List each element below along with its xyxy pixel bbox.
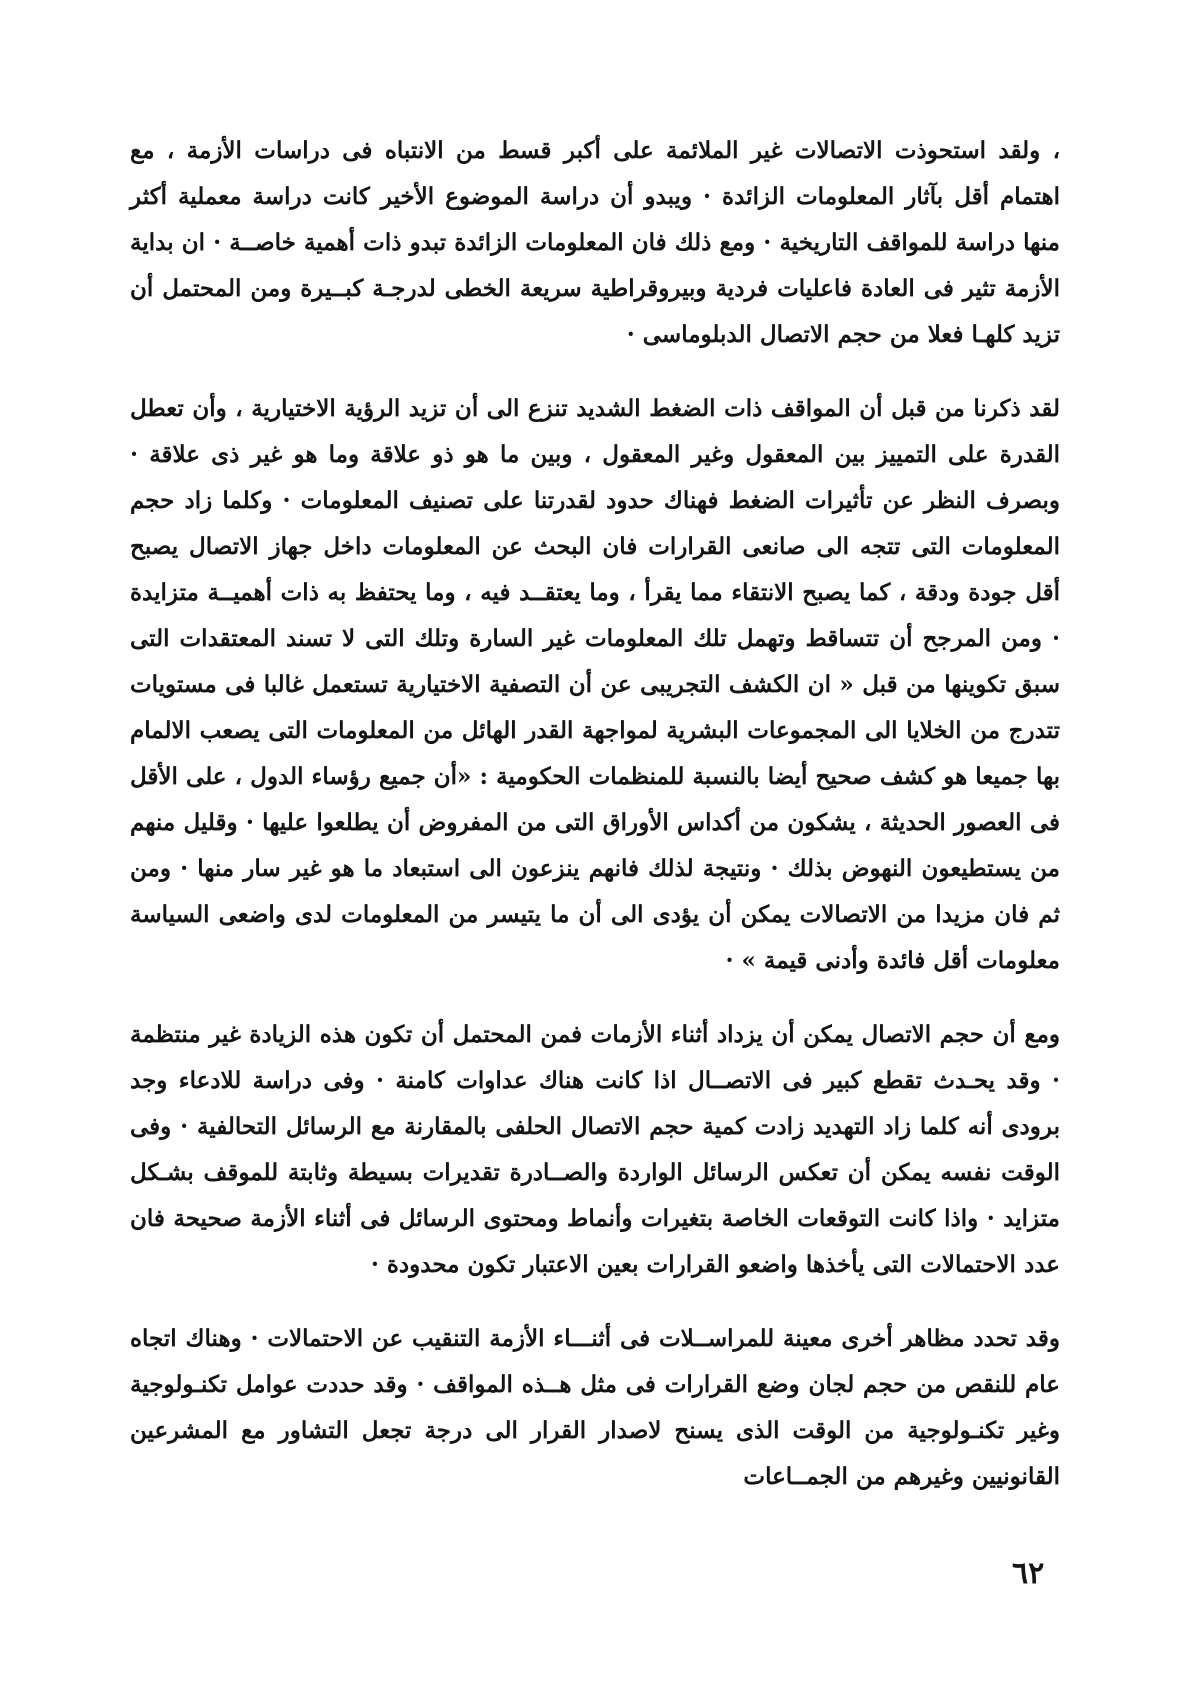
page-number: ٦٢	[1012, 1556, 1045, 1591]
paragraph-1: ، ولقد استحوذت الاتصالات غير الملائمة على أكبر قسط من الانتباه فى دراسات الأزمة ، مع اهتمام أقل بآثار المعلومات الزائدة · ويبدو أن دراسة الموضوع الأخير كانت دراسة معملية أكثر منها دراسة للمواقف التاريخية · ومع ذلك فان المعلومات الزائدة تبدو ذات أهمية خاصــة · ان بداية الأزمة تثير فى العادة فاعليات فردية وبيروقراطية سريعة الخطى لدرجـة كبــيرة ومن المحتمل أن تزيد كلهـا فعلا من حجم الاتصال الدبلوماسى ·	[130, 137, 1060, 348]
paragraph-2: لقد ذكرنا من قبل أن المواقف ذات الضغط الشديد تنزع الى أن تزيد الرؤية الاختيارية ، وأن تعطل القدرة على التمييز بين المعقول وغير المعقول ، وبين ما هو ذو علاقة وما هو غير ذى علاقة · وبصرف النظر عن تأثيرات الضغط فهناك حدود لقدرتنا على تصنيف المعلومات · وكلما زاد حجم المعلومات التى تتجه الى صانعى القرارات فان البحث عن المعلومات داخل جهاز الاتصال يصبح أقل جودة ودقة ، كما يصبح الانتقاء مما يقرأ ، وما يعتقــد فيه ، وما يحتفظ به ذات أهميــة متزايدة · ومن المرجح أن تتساقط وتهمل تلك المعلومات غير السارة وتلك التى لا تسند المعتقدات التى سبق تكوينها من قبل « ان الكشف التجريبى عن أن التصفية الاختيارية تستعمل غالبا فى مستويات تتدرج من الخلايا الى المجموعات البشرية لمواجهة القدر الهائل من المعلومات التى يصعب الالمام بها جميعا هو كشف صحيح أيضا بالنسبة للمنظمات الحكومية : «أن جميع رؤساء الدول ، على الأقل فى العصور الحديثة ، يشكون من أكداس الأوراق التى من المفروض أن يطلعوا عليها · وقليل منهم من يستطيعون النهوض بذلك · ونتيجة لذلك فانهم ينزعون الى استبعاد ما هو غير سار منها · ومن ثم فان مزيدا من الاتصالات يمكن أن يؤدى الى أن ما يتيسر من المعلومات لدى واضعى السياسة معلومات أقل فائدة وأدنى قيمة » ·	[130, 395, 1060, 974]
paragraph-3: ومع أن حجم الاتصال يمكن أن يزداد أثناء الأزمات فمن المحتمل أن تكون هذه الزيادة غير منتظمة · وقد يحـدث تقطع كبير فى الاتصــال اذا كانت هناك عداوات كامنة · وفى دراسة للادعاء وجد برودى أنه كلما زاد التهديد زادت كمية حجم الاتصال الحلفى بالمقارنة مع الرسائل التحالفية · وفى الوقت نفسه يمكن أن تعكس الرسائل الواردة والصــادرة تقديرات بسيطة وثابتة للموقف بشـكل متزايد · واذا كانت التوقعات الخاصة بتغيرات وأنماط ومحتوى الرسائل فى أثناء الأزمة صحيحة فان عدد الاحتمالات التى يأخذها واضعو القرارات بعين الاعتبار تكون محدودة ·	[130, 1021, 1060, 1278]
paragraph-4: وقد تحدد مظاهر أخرى معينة للمراســلات فى أثنـــاء الأزمة التنقيب عن الاحتمالات · وهناك اتجاه عام للنقص من حجم لجان وضع القرارات فى مثل هــذه المواقف · وقد حددت عوامل تكنـولوجية وغير تكنـولوجية من الوقت الذى يسنح لاصدار القرار الى درجة تجعل التشاور مع المشرعين القانونيين وغيرهم من الجمــاعات	[130, 1325, 1060, 1490]
document-page	[130, 128, 1060, 1500]
